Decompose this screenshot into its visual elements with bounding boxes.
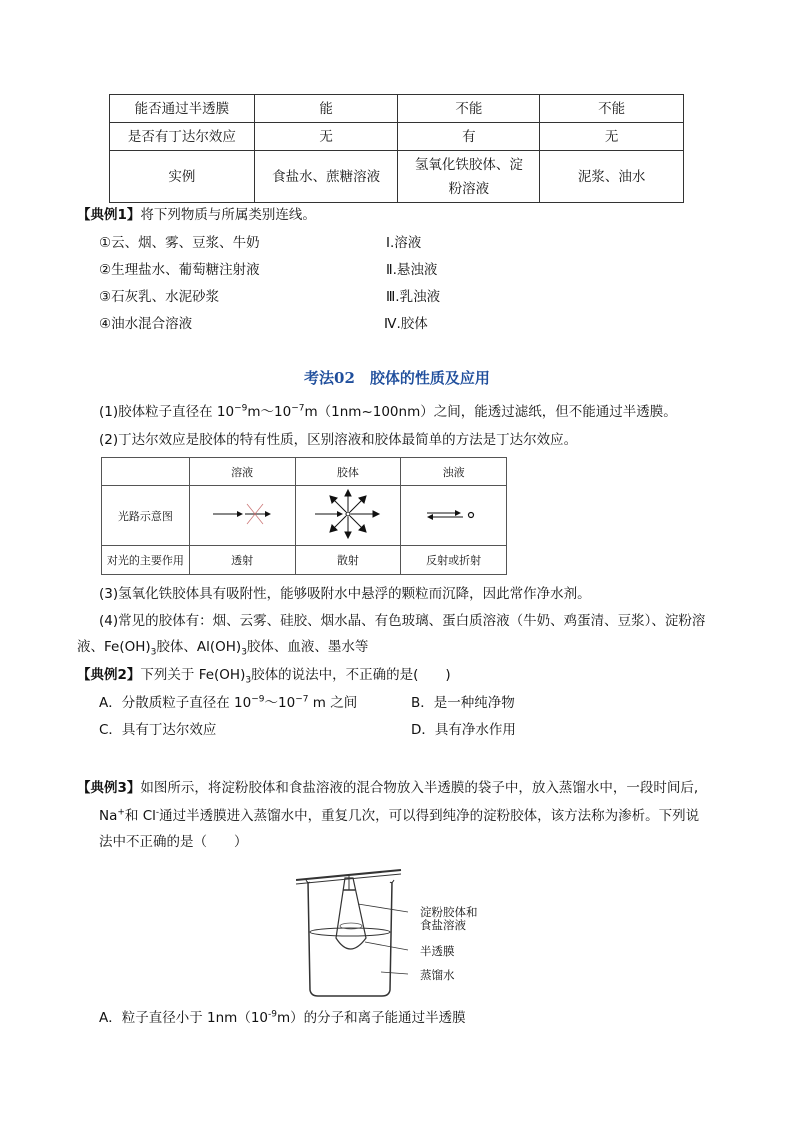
colloid-diagram — [295, 486, 401, 546]
table-cell: 有 — [398, 123, 540, 151]
text: A．分散质粒子直径在 10 — [99, 695, 252, 711]
table-cell: 不能 — [540, 95, 684, 123]
example1-right-item: Ⅲ.乳浊液 — [386, 289, 441, 305]
example1-right-item: Ⅰ.溶液 — [386, 235, 422, 251]
row-label: 光路示意图 — [102, 486, 190, 546]
transmission-diagram-icon — [207, 494, 277, 534]
reflection-diagram-icon — [419, 494, 489, 534]
example3-question-line3: 法中不正确的是（ ） — [99, 834, 248, 850]
text: m（1nm~100nm）之间，能透过滤纸，但不能通过半透膜。 — [304, 404, 677, 420]
superscript: -9 — [268, 1009, 277, 1020]
subscript: 3 — [245, 675, 252, 686]
superscript: −7 — [295, 694, 309, 705]
table-header: 溶液 — [189, 458, 295, 486]
option-d: D．具有净水作用 — [411, 722, 516, 738]
table-row — [102, 486, 507, 546]
point-4: (4)常见的胶体有：烟、云雾、硅胶、烟水晶、有色玻璃、蛋白质溶液（牛奶、鸡蛋清、豆浆）、淀粉溶 — [99, 613, 706, 629]
text: 胶体、血液、墨水等 — [246, 639, 369, 655]
beaker-diagram-icon — [296, 868, 496, 998]
text: 胶体的说法中，不正确的是( ) — [251, 667, 451, 683]
superscript: −9 — [234, 403, 248, 414]
table-cell: 散射 — [295, 546, 401, 575]
text: 通过半透膜进入蒸馏水中，重复几次，可以得到纯净的淀粉胶体，该方法称为渗析。下列说 — [159, 808, 700, 824]
table-header: 浊液 — [401, 458, 507, 486]
subscript: 3 — [241, 647, 247, 658]
table-cell: 食盐水、蔗糖溶液 — [254, 151, 398, 203]
text: 如图所示，将淀粉胶体和食盐溶液的混合物放入半透膜的袋子中，放入蒸馏水中，一段时间后, — [140, 780, 699, 796]
table-row — [110, 95, 684, 123]
light-path-table — [101, 457, 507, 575]
option-b: B．是一种纯净物 — [411, 695, 515, 711]
figure-label: 淀粉胶体和 — [420, 905, 478, 919]
example1-right-item: Ⅳ.胶体 — [384, 316, 428, 332]
superscript: - — [155, 807, 160, 818]
dialysis-figure — [296, 868, 496, 998]
table-cell: 泥浆、油水 — [540, 151, 684, 203]
point-2: (2)丁达尔效应是胶体的特有性质，区别溶液和胶体最简单的方法是丁达尔效应。 — [99, 432, 578, 448]
text: A．粒子直径小于 1nm（10 — [99, 1010, 269, 1026]
example2-question — [77, 665, 451, 685]
text: m～10 — [247, 404, 292, 420]
table-cell: 不能 — [398, 95, 540, 123]
text: m 之间 — [308, 695, 358, 711]
option-a — [99, 693, 357, 713]
table-header: 胶体 — [295, 458, 401, 486]
scattering-diagram-icon — [313, 488, 383, 540]
example3-option-a — [99, 1008, 466, 1028]
row-label: 对光的主要作用 — [102, 546, 190, 575]
example1-left-item: ③石灰乳、水泥砂浆 — [99, 289, 220, 305]
table-header — [102, 458, 190, 486]
example1-right-item: Ⅱ.悬浊液 — [386, 262, 438, 278]
example1-question — [77, 205, 316, 225]
example3-question-line1 — [77, 778, 698, 798]
table-cell: 无 — [540, 123, 684, 151]
superscript: + — [117, 807, 125, 818]
subscript: 3 — [150, 647, 157, 658]
comparison-table — [109, 94, 684, 203]
table-row — [110, 151, 684, 203]
example1-left-item: ④油水混合溶液 — [99, 316, 193, 332]
row-label: 是否有丁达尔效应 — [110, 123, 255, 151]
text: ～10 — [264, 695, 296, 711]
question-text: 将下列物质与所属类别连线。 — [140, 207, 316, 223]
example-label: 【典例1】 — [77, 207, 141, 223]
suspension-diagram — [401, 486, 507, 546]
row-label: 能否通过半透膜 — [110, 95, 255, 123]
table-row — [102, 458, 507, 486]
text: (1)胶体粒子直径在 10 — [99, 404, 235, 420]
table-cell: 透射 — [189, 546, 295, 575]
table-cell: 能 — [254, 95, 398, 123]
text: m）的分子和离子能通过半透膜 — [277, 1010, 466, 1026]
row-label: 实例 — [110, 151, 255, 203]
table-row — [110, 123, 684, 151]
text: 和 Cl — [124, 808, 156, 824]
superscript: −9 — [251, 694, 265, 705]
point-1 — [99, 402, 677, 422]
example3-question-line2 — [99, 806, 699, 826]
text: 胶体、Al(OH) — [156, 639, 242, 655]
section-heading: 考法02 胶体的性质及应用 — [304, 369, 490, 387]
option-c: C．具有丁达尔效应 — [99, 722, 217, 738]
figure-label: 半透膜 — [420, 944, 455, 958]
solution-diagram — [189, 486, 295, 546]
text: 下列关于 Fe(OH) — [140, 667, 246, 683]
point-4-cont — [77, 637, 368, 657]
point-3: (3)氢氧化铁胶体具有吸附性，能够吸附水中悬浮的颗粒而沉降，因此常作净水剂。 — [99, 586, 591, 602]
table-row — [102, 546, 507, 575]
example-label: 【典例2】 — [77, 667, 141, 683]
superscript: −7 — [291, 403, 305, 414]
text: Na — [99, 808, 118, 824]
table-cell: 氢氧化铁胶体、淀粉溶液 — [398, 151, 540, 203]
text: 液、Fe(OH) — [77, 639, 151, 655]
table-cell: 无 — [254, 123, 398, 151]
table-cell: 反射或折射 — [401, 546, 507, 575]
figure-label: 食盐溶液 — [420, 918, 466, 932]
example-label: 【典例3】 — [77, 780, 141, 796]
figure-label: 蒸馏水 — [420, 968, 455, 982]
example1-left-item: ②生理盐水、葡萄糖注射液 — [99, 262, 260, 278]
example1-left-item: ①云、烟、雾、豆浆、牛奶 — [99, 235, 260, 251]
